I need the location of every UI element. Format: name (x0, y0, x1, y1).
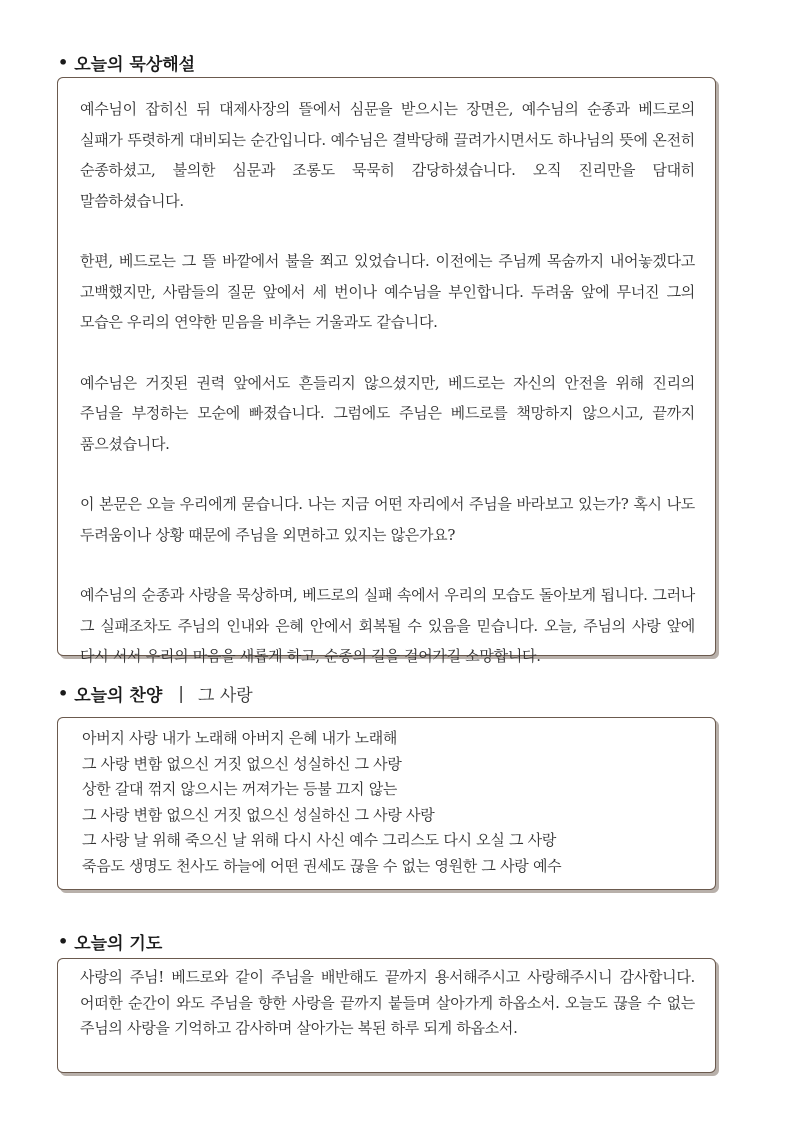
hymn-title: 오늘의 찬양 (74, 686, 163, 706)
lyric-line: 상한 갈대 꺾지 않으시는 꺼져가는 등불 끄지 않는 (82, 780, 398, 798)
meditation-paragraph: 예수님이 잡히신 뒤 대제사장의 뜰에서 심문을 받으시는 장면은, 예수님의 순종과 베드로의 실패가 뚜렷하게 대비되는 순간입니다. 예수님은 결박당해 끌려가시면서도 하나님의 뜻에 온전히 순종하셨고, 불의한 심문과 조롱도 묵묵히 감당하셨습니다. 오직 진리만을 담대히 말씀하셨습니다. (80, 100, 695, 210)
lyric-line: 죽음도 생명도 천사도 하늘에 어떤 권세도 끊을 수 없는 영원한 그 사랑 예수 (82, 856, 562, 875)
meditation-box (57, 77, 716, 665)
prayer-box (57, 958, 716, 1073)
meditation-title: 오늘의 묵상해설 (74, 55, 196, 75)
prayer-title: 오늘의 기도 (74, 934, 163, 954)
meditation-paragraph: 예수님의 순종과 사랑을 묵상하며, 베드로의 실패 속에서 우리의 모습도 돌아보게 됩니다. 그러나 그 실패조차도 주님의 인내와 은혜 안에서 회복될 수 있음을 믿습니다. 오늘, 주님의 사랑 앞에 다시 서서 우리의 마음을 새롭게 하고, 순종의 길을 걸어가길 소망합니다. (80, 586, 695, 665)
prayer-heading (58, 929, 162, 954)
lyric-line: 그 사랑 변함 없으신 거짓 없으신 성실하신 그 사랑 사랑 (82, 805, 435, 824)
prayer-text: 사랑의 주님! 베드로와 같이 주님을 배반해도 끝까지 용서해주시고 사랑해주시니 감사합니다. 어떠한 순간이 와도 주님을 향한 사랑을 끝까지 붙들며 살아가게 하옵소서. 오늘도 끊을 수 없는 주님의 사랑을 기억하고 감사하며 살아가는 복된 하루 되게 하옵소서. (80, 968, 695, 1037)
lyric-line: 그 사랑 날 위해 죽으신 날 위해 다시 사신 예수 그리스도 다시 오실 그 사랑 (82, 831, 557, 849)
bullet-icon: • (58, 932, 69, 951)
hymn-heading (58, 681, 253, 706)
meditation-heading (58, 50, 195, 75)
hymn-box (57, 717, 716, 890)
song-title: 그 사랑 (198, 686, 253, 706)
bullet-icon: • (58, 53, 69, 72)
meditation-paragraph: 한편, 베드로는 그 뜰 바깥에서 불을 쬐고 있었습니다. 이전에는 주님께 목숨까지 내어놓겠다고 고백했지만, 사람들의 질문 앞에서 세 번이나 예수님을 부인합니다. 두려움 앞에 무너진 그의 모습은 우리의 연약한 믿음을 비추는 거울과도 같습니다. (80, 252, 695, 331)
lyric-line: 그 사랑 변함 없으신 거짓 없으신 성실하신 그 사랑 (82, 754, 402, 773)
heading-separator: | (178, 683, 184, 704)
meditation-paragraph: 예수님은 거짓된 권력 앞에서도 흔들리지 않으셨지만, 베드로는 자신의 안전을 위해 진리의 주님을 부정하는 모순에 빠졌습니다. 그럼에도 주님은 베드로를 책망하지 않으시고, 끝까지 품으셨습니다. (80, 373, 695, 453)
bullet-icon: • (58, 684, 69, 703)
lyric-line: 아버지 사랑 내가 노래해 아버지 은혜 내가 노래해 (82, 729, 398, 747)
meditation-paragraph: 이 본문은 오늘 우리에게 묻습니다. 나는 지금 어떤 자리에서 주님을 바라보고 있는가? 혹시 나도 두려움이나 상황 때문에 주님을 외면하고 있지는 않은가요? (80, 495, 695, 544)
